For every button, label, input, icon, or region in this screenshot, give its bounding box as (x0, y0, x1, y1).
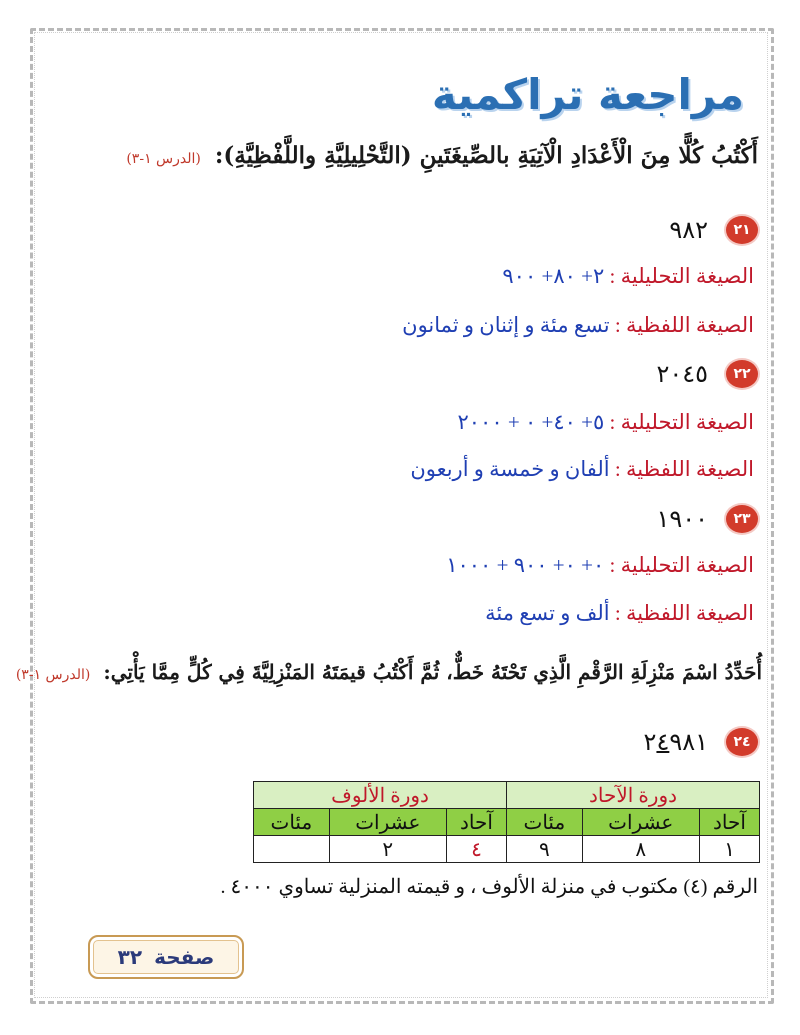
analytic-form-23 (446, 553, 754, 578)
col-header: آحاد (699, 809, 759, 836)
analytic-value: ٢+ ٨٠+ ٩٠٠ (502, 264, 605, 288)
verbal-value: ألف و تسع مئة (485, 601, 610, 625)
page-title: مراجعة تراكمية (431, 70, 744, 119)
group-thousands: دورة الألوف (254, 782, 507, 809)
table-cell: ٢ (329, 836, 446, 863)
table-header-row (254, 809, 760, 836)
section1-lesson-ref: (الدرس ١-٣) (126, 151, 201, 167)
place-value-table (253, 781, 760, 863)
col-header: مئات (254, 809, 330, 836)
col-header: عشرات (329, 809, 446, 836)
question-23 (656, 505, 758, 533)
section2-instruction-text: أُحَدِّدُ اسْمَ مَنْزِلَةِ الرَّقْمِ الَّذِي تَحْتَهُ خَطٌّ، ثُمَّ أَكْتُبُ قيمَتَهُ المَنْزِلِيَّةَ فِي كُلٍّ مِمَّا يَأْتِي: (103, 660, 762, 684)
analytic-value: ٠+ ٠+ ٩٠٠ + ١٠٠٠ (446, 553, 605, 577)
verbal-form-23 (485, 601, 754, 626)
section1-instruction (126, 142, 758, 169)
table-cell: ١ (699, 836, 759, 863)
table-cell: ٨ (582, 836, 699, 863)
question-badge: ٢٤ (726, 728, 758, 756)
table-cell (254, 836, 330, 863)
table-cell: ٤ (446, 836, 506, 863)
verbal-form-21 (402, 313, 754, 338)
question-21 (669, 216, 758, 244)
group-ones: دورة الآحاد (507, 782, 760, 809)
col-header: آحاد (446, 809, 506, 836)
analytic-form-21 (502, 264, 754, 289)
verbal-form-22 (410, 457, 754, 482)
page-label: صفحة (154, 945, 215, 969)
question-badge: ٢٢ (726, 360, 758, 388)
question-22 (656, 360, 758, 388)
question-badge: ٢٣ (726, 505, 758, 533)
col-header: عشرات (582, 809, 699, 836)
page-number: ٣٢ (117, 945, 143, 969)
question-badge: ٢١ (726, 216, 758, 244)
table-cell: ٩ (507, 836, 583, 863)
analytic-label: الصيغة التحليلية : (609, 410, 754, 434)
analytic-value: ٥+ ٤٠+ ٠ + ٢٠٠٠ (457, 410, 605, 434)
question-number: ١٩٠٠ (656, 505, 708, 533)
underlined-digit: ٤ (656, 728, 670, 756)
verbal-label: الصيغة اللفظية : (614, 601, 754, 625)
analytic-form-22 (458, 410, 755, 435)
question-number: ٢٤٩٨١ (643, 728, 708, 756)
analytic-label: الصيغة التحليلية : (609, 553, 754, 577)
page-number-badge (88, 935, 244, 979)
section2-lesson-ref: (الدرس ١-٣) (15, 667, 91, 683)
section1-instruction-text: أَكْتُبُ كُلًّا مِنَ الْأَعْدَادِ الْآتِيَةِ بالصِّيغَتَينِ (التَّحْلِيلِيَّةِ واللَّفْظِيَّةِ): (214, 142, 758, 169)
verbal-value: ألفان و خمسة و أربعون (410, 457, 610, 481)
table-row (254, 836, 760, 863)
question-number: ٢٠٤٥ (656, 360, 708, 388)
conclusion-text: الرقم (٤) مكتوب في منزلة الألوف ، و قيمته المنزلية تساوي ٤٠٠٠ . (220, 876, 758, 898)
section2-instruction (16, 660, 762, 684)
table-group-row (254, 782, 760, 809)
verbal-label: الصيغة اللفظية : (614, 313, 754, 337)
col-header: مئات (507, 809, 583, 836)
verbal-value: تسع مئة و إثنان و ثمانون (402, 313, 610, 337)
verbal-label: الصيغة اللفظية : (614, 457, 754, 481)
question-number: ٩٨٢ (669, 216, 708, 244)
question-24 (644, 728, 758, 756)
analytic-label: الصيغة التحليلية : (609, 264, 754, 288)
